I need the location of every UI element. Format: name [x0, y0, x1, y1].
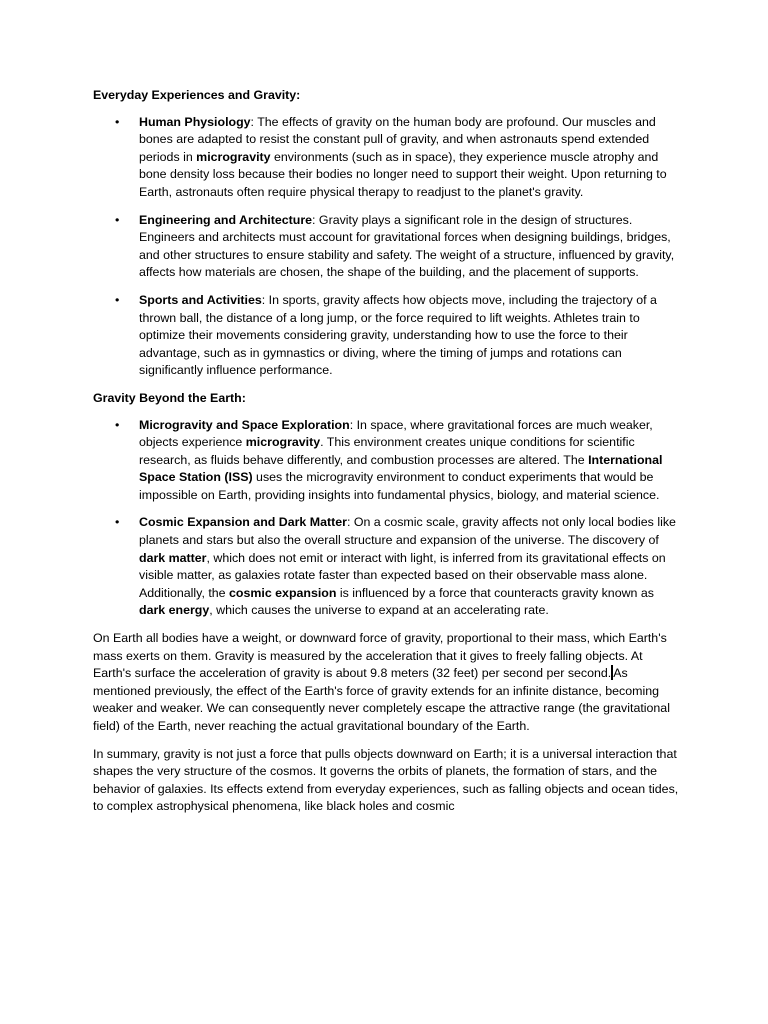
bullet-list-everyday [93, 114, 683, 380]
bullet-icon: • [115, 292, 120, 307]
paragraph-text: As mentioned previously, the effect of the Earth's force of gravity extends for an infinite distance, becoming weaker and weaker. We can consequently never completely escape the attractive range (the gravitational field) of the Earth, never reaching the actual gravitational boundary of the Earth. [93, 666, 670, 733]
bold-text: dark energy [139, 603, 210, 618]
bullet-icon: • [115, 515, 120, 530]
bullet-term: Cosmic Expansion and Dark Matter [139, 515, 347, 530]
bullet-item-cosmic-expansion [93, 514, 683, 620]
bullet-text: is influenced by a force that counteracts gravity known as [336, 585, 654, 600]
bullet-text: . This environment creates unique conditions for scientific research, as fluids behave differently, and combustion processes are altered. The [139, 435, 635, 467]
paragraph-text: In summary, gravity is not just a force that pulls objects downward on Earth; it is a universal interaction that shapes the very structure of the cosmos. It governs the orbits of planets, the formation of stars, and the behavior of galaxies. Its effects extend from everyday experiences, such as falling objects and ocean tides, to complex astrophysical phenomena, like black holes and cosmic [93, 746, 679, 814]
bullet-text: : Gravity plays a significant role in the design of structures. Engineers and architects must account for gravitational forces when designing buildings, bridges, and other structures to ensure stability and safety. The weight of a structure, influenced by gravity, affects how materials are chosen, the shape of the building, and the placement of supports. [139, 212, 675, 280]
bullet-text: : The effects of gravity on the human body are profound. Our muscles and bones are adapted to resist the constant pull of gravity, and when astronauts spend extended periods in [139, 114, 656, 164]
paragraph-text: On Earth all bodies have a weight, or downward force of gravity, proportional to their mass, which Earth's mass exerts on them. Gravity is measured by the acceleration that it gives to freely falling objects. At Earth's surface the acceleration of gravity is about 9.8 meters (32 feet) per second per second. [93, 631, 667, 681]
bold-text: cosmic expansion [229, 585, 337, 600]
section-heading-everyday: Everyday Experiences and Gravity: [93, 88, 301, 102]
bullet-item-sports-activities [93, 292, 683, 380]
bold-text: microgravity [196, 149, 271, 164]
bullet-list-beyond-earth [93, 417, 683, 621]
bullet-term: Sports and Activities [139, 292, 262, 307]
bullet-text: environments (such as in space), they experience muscle atrophy and bone density loss because their bodies no longer need to support their weight. Upon returning to Earth, astronauts often require physical therapy to readjust to the planet's gravity. [139, 149, 667, 199]
bullet-text: uses the microgravity environment to conduct experiments that would be impossible on Earth, providing insights into fundamental physics, biology, and material science. [139, 470, 660, 502]
bullet-text: : In sports, gravity affects how objects move, including the trajectory of a thrown ball, the distance of a long jump, or the force required to lift weights. Athletes train to optimize their movements considering gravity, understanding how to use the force to their advantage, such as in gymnastics or diving, where the timing of jumps and rotations can significantly influence performance. [139, 292, 657, 378]
paragraph-earth-gravity [93, 630, 683, 736]
bullet-icon: • [115, 114, 120, 129]
bullet-icon: • [115, 212, 120, 227]
bullet-term: Microgravity and Space Exploration [139, 417, 350, 432]
paragraph-summary [93, 746, 683, 816]
bullet-term: Engineering and Architecture [139, 212, 313, 227]
bold-text: microgravity [245, 435, 321, 450]
bullet-text: : On a cosmic scale, gravity affects not only local bodies like planets and stars but also the overall structure and expansion of the universe. The discovery of [139, 515, 676, 548]
bullet-text: , which does not emit or interact with light, is inferred from its gravitational effects on visible matter, as galaxies rotate faster than expected based on their observable mass alone. Additionally, the [139, 550, 666, 600]
section-heading-beyond-earth: Gravity Beyond the Earth: [93, 390, 246, 405]
bold-text: dark matter [139, 550, 207, 565]
bold-text: International Space Station (ISS) [139, 452, 663, 485]
bullet-text: : In space, where gravitational forces are much weaker, objects experience [139, 417, 653, 450]
bullet-item-engineering-architecture [93, 212, 683, 282]
bullet-item-human-physiology [93, 114, 683, 202]
bullet-text: , which causes the universe to expand at an accelerating rate. [209, 603, 549, 618]
document-body[interactable] [93, 87, 683, 826]
bullet-item-microgravity-space [93, 417, 683, 505]
bullet-term: Human Physiology [139, 114, 251, 129]
bullet-icon: • [115, 417, 120, 432]
